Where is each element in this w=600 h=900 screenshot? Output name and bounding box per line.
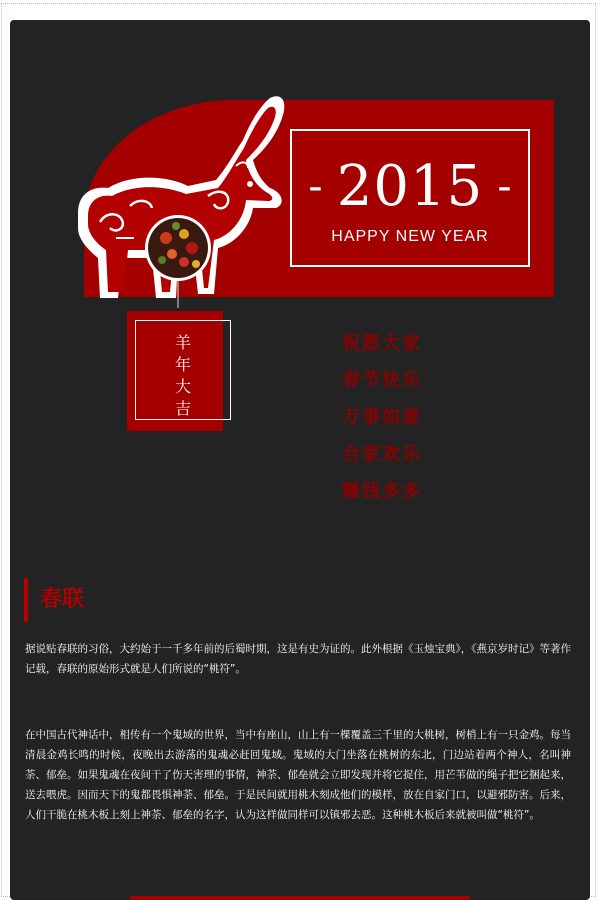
wishes-list [342,332,422,517]
stamp-char: 大 [174,377,191,396]
wish-item: 春节快乐 [342,370,422,391]
bottom-red-bar [130,896,470,900]
stamp-text [135,332,231,420]
stamp-char: 羊 [174,333,191,352]
stamp-char: 年 [174,355,191,374]
article-paragraph: 在中国古代神话中，相传有一个鬼域的世界，当中有座山，山上有一棵覆盖三千里的大桃树，树梢上有一只金鸡。每当清晨金鸡长鸣的时候，夜晚出去游荡的鬼魂必赶回鬼域。鬼域的大门坐落在桃树的东北，门边站着两个神人，名叫神荼、郁垒。如果鬼魂在夜间干了伤天害理的事情，神荼、郁垒就会立即发现并将它捉住，用芒苇做的绳子把它捆起来，送去喂虎。因而天下的鬼都畏惧神荼、郁垒。于是民间就用桃木刻成他们的模样，放在自家门口，以避邪防害。后来，人们干脆在桃木板上刻上神荼、郁垒的名字，认为这样做同样可以镇邪去恶。这种桃木板后来就被叫做“桃符”。 [25,729,571,821]
year-text: 2015 [336,154,484,219]
wish-item: 合家欢乐 [342,444,422,465]
section-title: 春联 [24,578,84,622]
greeting-text: HAPPY NEW YEAR [331,228,489,245]
year-line [292,155,528,219]
wish-item: 赚钱多多 [342,481,422,502]
stamp-char: 吉 [174,399,191,418]
article-paragraph: 据说贴春联的习俗，大约始于一千多年前的后蜀时期，这是有史为证的。此外根据《玉烛宝典》，《燕京岁时记》等著作记载，春联的原始形式就是人们所说的“桃符”。 [25,643,571,675]
wish-item: 祝愿大家 [342,333,422,354]
dash-left: - [308,164,323,210]
wish-item: 万事如意 [342,407,422,428]
year-box [290,129,530,267]
dash-right: - [497,164,512,210]
goat-papercut-icon [38,88,288,308]
newyear-card [10,20,590,900]
